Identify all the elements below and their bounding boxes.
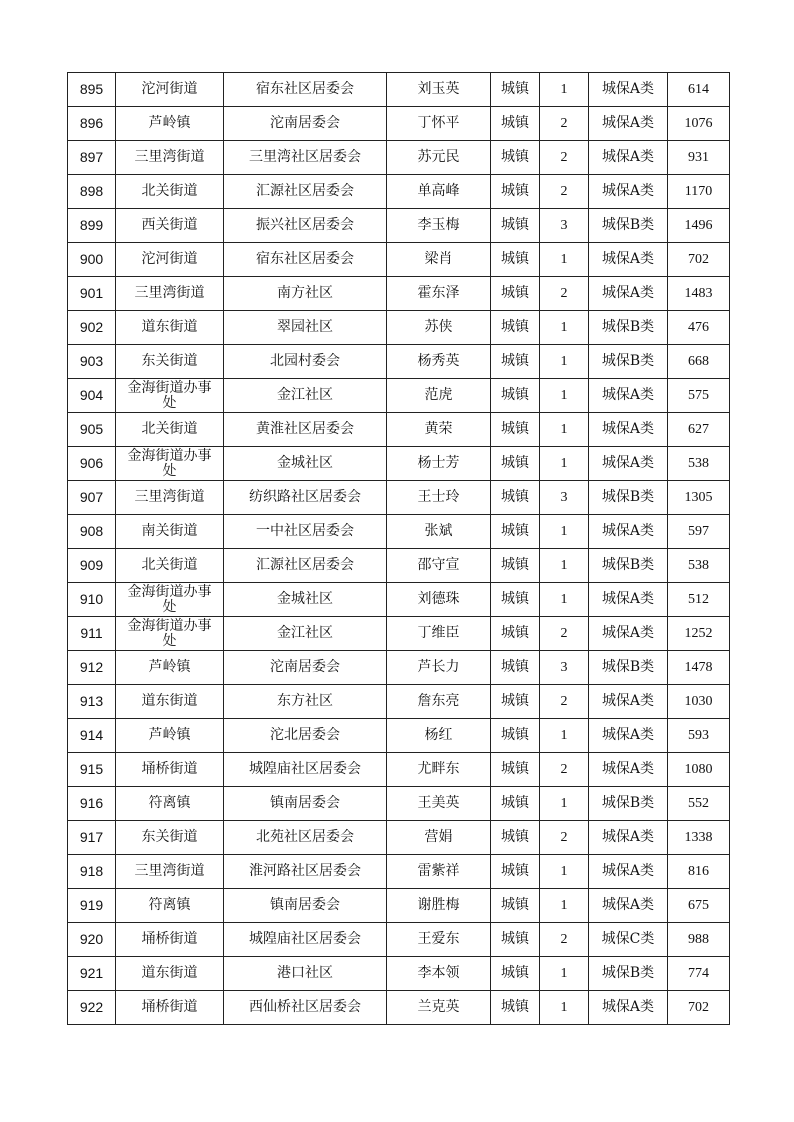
household-count-cell: 1: [540, 311, 589, 345]
person-name-cell: 黄荣: [387, 413, 491, 447]
table-row: [68, 957, 730, 991]
row-number-cell: 901: [68, 277, 116, 311]
street-cell: 沱河街道: [116, 243, 224, 277]
category-cell: 城保A类: [589, 379, 668, 413]
household-count-cell: 2: [540, 923, 589, 957]
category-cell: 城保A类: [589, 583, 668, 617]
person-name-cell: 杨红: [387, 719, 491, 753]
household-count-cell: 1: [540, 413, 589, 447]
amount-cell: 1252: [668, 617, 730, 651]
table-row: [68, 549, 730, 583]
person-name-cell: 刘德珠: [387, 583, 491, 617]
category-cell: 城保A类: [589, 685, 668, 719]
category-cell: 城保A类: [589, 753, 668, 787]
community-cell: 宿东社区居委会: [224, 73, 387, 107]
row-number-cell: 914: [68, 719, 116, 753]
area-type-cell: 城镇: [491, 243, 540, 277]
row-number-cell: 899: [68, 209, 116, 243]
category-cell: 城保A类: [589, 617, 668, 651]
street-text: 金海街道办事处: [127, 583, 212, 615]
community-cell: 翠园社区: [224, 311, 387, 345]
household-count-cell: 2: [540, 107, 589, 141]
street-cell: 三里湾街道: [116, 481, 224, 515]
street-cell: 道东街道: [116, 957, 224, 991]
amount-cell: 1170: [668, 175, 730, 209]
row-number-cell: 912: [68, 651, 116, 685]
street-cell: 三里湾街道: [116, 277, 224, 311]
area-type-cell: 城镇: [491, 549, 540, 583]
community-cell: 振兴社区居委会: [224, 209, 387, 243]
area-type-cell: 城镇: [491, 991, 540, 1025]
table-row: [68, 651, 730, 685]
area-type-cell: 城镇: [491, 855, 540, 889]
street-cell: [116, 583, 224, 617]
amount-cell: 593: [668, 719, 730, 753]
row-number-cell: 920: [68, 923, 116, 957]
street-cell: 北关街道: [116, 175, 224, 209]
row-number-cell: 916: [68, 787, 116, 821]
category-cell: 城保A类: [589, 991, 668, 1025]
community-cell: 宿东社区居委会: [224, 243, 387, 277]
area-type-cell: 城镇: [491, 821, 540, 855]
table-row: [68, 583, 730, 617]
row-number-cell: 905: [68, 413, 116, 447]
row-number-cell: 918: [68, 855, 116, 889]
table-row: [68, 209, 730, 243]
amount-cell: 702: [668, 243, 730, 277]
person-name-cell: 邵守宣: [387, 549, 491, 583]
person-name-cell: 单高峰: [387, 175, 491, 209]
street-cell: [116, 379, 224, 413]
area-type-cell: 城镇: [491, 107, 540, 141]
area-type-cell: 城镇: [491, 481, 540, 515]
table-row: [68, 617, 730, 651]
amount-cell: 774: [668, 957, 730, 991]
household-count-cell: 2: [540, 277, 589, 311]
person-name-cell: 丁怀平: [387, 107, 491, 141]
row-number-cell: 896: [68, 107, 116, 141]
category-cell: 城保B类: [589, 481, 668, 515]
street-cell: 沱河街道: [116, 73, 224, 107]
street-cell: 三里湾街道: [116, 855, 224, 889]
community-cell: 金江社区: [224, 617, 387, 651]
beneficiary-table: [67, 72, 730, 1025]
person-name-cell: 苏元民: [387, 141, 491, 175]
area-type-cell: 城镇: [491, 379, 540, 413]
household-count-cell: 1: [540, 957, 589, 991]
category-cell: 城保C类: [589, 923, 668, 957]
person-name-cell: 丁维臣: [387, 617, 491, 651]
community-cell: 沱南居委会: [224, 651, 387, 685]
household-count-cell: 2: [540, 821, 589, 855]
street-text: 金海街道办事处: [127, 379, 212, 411]
table-row: [68, 821, 730, 855]
street-cell: 北关街道: [116, 549, 224, 583]
community-cell: 汇源社区居委会: [224, 549, 387, 583]
row-number-cell: 906: [68, 447, 116, 481]
area-type-cell: 城镇: [491, 209, 540, 243]
household-count-cell: 1: [540, 549, 589, 583]
amount-cell: 1478: [668, 651, 730, 685]
table-row: [68, 73, 730, 107]
street-text: 金海街道办事处: [127, 617, 212, 649]
community-cell: 西仙桥社区居委会: [224, 991, 387, 1025]
row-number-cell: 897: [68, 141, 116, 175]
street-cell: 北关街道: [116, 413, 224, 447]
community-cell: 汇源社区居委会: [224, 175, 387, 209]
household-count-cell: 1: [540, 991, 589, 1025]
person-name-cell: 范虎: [387, 379, 491, 413]
table-row: [68, 175, 730, 209]
street-cell: 埇桥街道: [116, 991, 224, 1025]
row-number-cell: 921: [68, 957, 116, 991]
person-name-cell: 雷紫祥: [387, 855, 491, 889]
community-cell: 沱南居委会: [224, 107, 387, 141]
street-cell: 南关街道: [116, 515, 224, 549]
household-count-cell: 2: [540, 685, 589, 719]
person-name-cell: 杨士芳: [387, 447, 491, 481]
table-row: [68, 685, 730, 719]
area-type-cell: 城镇: [491, 787, 540, 821]
amount-cell: 668: [668, 345, 730, 379]
amount-cell: 816: [668, 855, 730, 889]
amount-cell: 552: [668, 787, 730, 821]
household-count-cell: 1: [540, 379, 589, 413]
community-cell: 金城社区: [224, 583, 387, 617]
amount-cell: 538: [668, 447, 730, 481]
area-type-cell: 城镇: [491, 345, 540, 379]
household-count-cell: 1: [540, 73, 589, 107]
amount-cell: 476: [668, 311, 730, 345]
street-cell: 符离镇: [116, 889, 224, 923]
street-cell: 符离镇: [116, 787, 224, 821]
street-cell: 东关街道: [116, 345, 224, 379]
community-cell: 南方社区: [224, 277, 387, 311]
person-name-cell: 营娟: [387, 821, 491, 855]
table-row: [68, 345, 730, 379]
area-type-cell: 城镇: [491, 719, 540, 753]
household-count-cell: 1: [540, 855, 589, 889]
table-row: [68, 481, 730, 515]
street-cell: 芦岭镇: [116, 107, 224, 141]
street-cell: 三里湾街道: [116, 141, 224, 175]
amount-cell: 1483: [668, 277, 730, 311]
person-name-cell: 芦长力: [387, 651, 491, 685]
community-cell: 港口社区: [224, 957, 387, 991]
row-number-cell: 895: [68, 73, 116, 107]
area-type-cell: 城镇: [491, 413, 540, 447]
household-count-cell: 1: [540, 515, 589, 549]
row-number-cell: 902: [68, 311, 116, 345]
area-type-cell: 城镇: [491, 753, 540, 787]
table-row: [68, 719, 730, 753]
table-row: [68, 923, 730, 957]
street-cell: 道东街道: [116, 685, 224, 719]
row-number-cell: 911: [68, 617, 116, 651]
area-type-cell: 城镇: [491, 175, 540, 209]
household-count-cell: 1: [540, 719, 589, 753]
table-row: [68, 141, 730, 175]
category-cell: 城保A类: [589, 243, 668, 277]
street-cell: 芦岭镇: [116, 651, 224, 685]
row-number-cell: 915: [68, 753, 116, 787]
area-type-cell: 城镇: [491, 141, 540, 175]
amount-cell: 1496: [668, 209, 730, 243]
community-cell: 镇南居委会: [224, 787, 387, 821]
area-type-cell: 城镇: [491, 651, 540, 685]
amount-cell: 1030: [668, 685, 730, 719]
person-name-cell: 李本领: [387, 957, 491, 991]
amount-cell: 1305: [668, 481, 730, 515]
community-cell: 黄淮社区居委会: [224, 413, 387, 447]
person-name-cell: 张斌: [387, 515, 491, 549]
street-cell: [116, 617, 224, 651]
category-cell: 城保A类: [589, 277, 668, 311]
category-cell: 城保A类: [589, 889, 668, 923]
area-type-cell: 城镇: [491, 957, 540, 991]
street-cell: 西关街道: [116, 209, 224, 243]
community-cell: 北园村委会: [224, 345, 387, 379]
household-count-cell: 2: [540, 141, 589, 175]
person-name-cell: 李玉梅: [387, 209, 491, 243]
community-cell: 沱北居委会: [224, 719, 387, 753]
amount-cell: 597: [668, 515, 730, 549]
household-count-cell: 2: [540, 175, 589, 209]
table-row: [68, 107, 730, 141]
community-cell: 纺织路社区居委会: [224, 481, 387, 515]
person-name-cell: 苏侠: [387, 311, 491, 345]
household-count-cell: 2: [540, 617, 589, 651]
category-cell: 城保A类: [589, 73, 668, 107]
household-count-cell: 3: [540, 209, 589, 243]
area-type-cell: 城镇: [491, 889, 540, 923]
street-text: 金海街道办事处: [127, 447, 212, 479]
category-cell: 城保B类: [589, 209, 668, 243]
community-cell: 城隍庙社区居委会: [224, 753, 387, 787]
table-row: [68, 311, 730, 345]
amount-cell: 675: [668, 889, 730, 923]
area-type-cell: 城镇: [491, 311, 540, 345]
person-name-cell: 刘玉英: [387, 73, 491, 107]
row-number-cell: 917: [68, 821, 116, 855]
amount-cell: 575: [668, 379, 730, 413]
table-row: [68, 787, 730, 821]
table-row: [68, 413, 730, 447]
amount-cell: 702: [668, 991, 730, 1025]
area-type-cell: 城镇: [491, 73, 540, 107]
table-row: [68, 243, 730, 277]
household-count-cell: 3: [540, 651, 589, 685]
person-name-cell: 詹东亮: [387, 685, 491, 719]
amount-cell: 1080: [668, 753, 730, 787]
category-cell: 城保B类: [589, 345, 668, 379]
community-cell: 淮河路社区居委会: [224, 855, 387, 889]
category-cell: 城保B类: [589, 651, 668, 685]
household-count-cell: 1: [540, 787, 589, 821]
community-cell: 金城社区: [224, 447, 387, 481]
category-cell: 城保B类: [589, 311, 668, 345]
amount-cell: 627: [668, 413, 730, 447]
category-cell: 城保B类: [589, 957, 668, 991]
community-cell: 北苑社区居委会: [224, 821, 387, 855]
row-number-cell: 910: [68, 583, 116, 617]
row-number-cell: 900: [68, 243, 116, 277]
row-number-cell: 898: [68, 175, 116, 209]
table-body: [68, 73, 730, 1025]
amount-cell: 1076: [668, 107, 730, 141]
household-count-cell: 1: [540, 345, 589, 379]
person-name-cell: 尤畔东: [387, 753, 491, 787]
person-name-cell: 杨秀英: [387, 345, 491, 379]
area-type-cell: 城镇: [491, 515, 540, 549]
community-cell: 城隍庙社区居委会: [224, 923, 387, 957]
person-name-cell: 王爱东: [387, 923, 491, 957]
row-number-cell: 909: [68, 549, 116, 583]
household-count-cell: 1: [540, 583, 589, 617]
household-count-cell: 2: [540, 753, 589, 787]
street-cell: 芦岭镇: [116, 719, 224, 753]
row-number-cell: 908: [68, 515, 116, 549]
row-number-cell: 919: [68, 889, 116, 923]
area-type-cell: 城镇: [491, 923, 540, 957]
person-name-cell: 王美英: [387, 787, 491, 821]
person-name-cell: 谢胜梅: [387, 889, 491, 923]
category-cell: 城保B类: [589, 549, 668, 583]
table-row: [68, 753, 730, 787]
table-row: [68, 991, 730, 1025]
street-cell: 埇桥街道: [116, 753, 224, 787]
category-cell: 城保A类: [589, 141, 668, 175]
street-cell: 埇桥街道: [116, 923, 224, 957]
area-type-cell: 城镇: [491, 685, 540, 719]
community-cell: 一中社区居委会: [224, 515, 387, 549]
category-cell: 城保A类: [589, 515, 668, 549]
category-cell: 城保A类: [589, 413, 668, 447]
row-number-cell: 904: [68, 379, 116, 413]
area-type-cell: 城镇: [491, 617, 540, 651]
table-row: [68, 889, 730, 923]
category-cell: 城保B类: [589, 787, 668, 821]
area-type-cell: 城镇: [491, 583, 540, 617]
category-cell: 城保A类: [589, 447, 668, 481]
table-row: [68, 855, 730, 889]
table-row: [68, 379, 730, 413]
category-cell: 城保A类: [589, 719, 668, 753]
row-number-cell: 903: [68, 345, 116, 379]
household-count-cell: 3: [540, 481, 589, 515]
amount-cell: 988: [668, 923, 730, 957]
community-cell: 东方社区: [224, 685, 387, 719]
household-count-cell: 1: [540, 447, 589, 481]
household-count-cell: 1: [540, 889, 589, 923]
community-cell: 镇南居委会: [224, 889, 387, 923]
category-cell: 城保A类: [589, 175, 668, 209]
amount-cell: 538: [668, 549, 730, 583]
category-cell: 城保A类: [589, 855, 668, 889]
street-cell: [116, 447, 224, 481]
person-name-cell: 兰克英: [387, 991, 491, 1025]
person-name-cell: 王士玲: [387, 481, 491, 515]
area-type-cell: 城镇: [491, 277, 540, 311]
person-name-cell: 霍东泽: [387, 277, 491, 311]
community-cell: 三里湾社区居委会: [224, 141, 387, 175]
amount-cell: 614: [668, 73, 730, 107]
amount-cell: 931: [668, 141, 730, 175]
street-cell: 道东街道: [116, 311, 224, 345]
amount-cell: 1338: [668, 821, 730, 855]
table-row: [68, 515, 730, 549]
table-row: [68, 447, 730, 481]
row-number-cell: 913: [68, 685, 116, 719]
community-cell: 金江社区: [224, 379, 387, 413]
person-name-cell: 梁肖: [387, 243, 491, 277]
amount-cell: 512: [668, 583, 730, 617]
category-cell: 城保A类: [589, 107, 668, 141]
table-row: [68, 277, 730, 311]
row-number-cell: 922: [68, 991, 116, 1025]
row-number-cell: 907: [68, 481, 116, 515]
category-cell: 城保A类: [589, 821, 668, 855]
household-count-cell: 1: [540, 243, 589, 277]
area-type-cell: 城镇: [491, 447, 540, 481]
street-cell: 东关街道: [116, 821, 224, 855]
